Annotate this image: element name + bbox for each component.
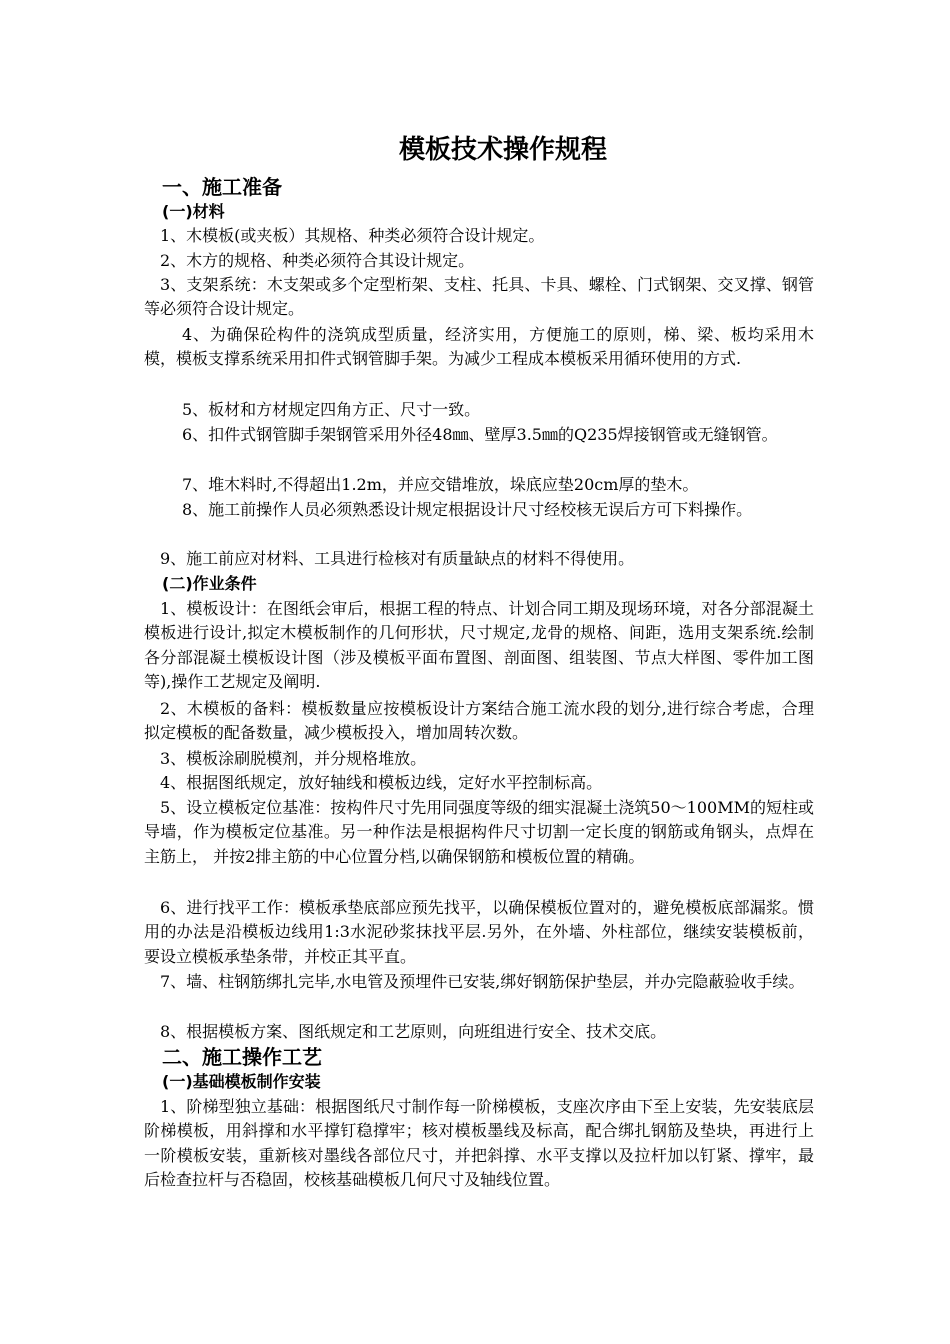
foundation-item-1: 1、阶梯型独立基础：根据图纸尺寸制作每一阶梯模板，支座次序由下至上安装，先安装底层阶梯模板，用斜撑和水平撑钉稳撑牢；核对模板墨线及标高，配合绑扎钢筋及垫块，再进行上一阶模板安装，重新核对墨线各部位尺寸，并把斜撑、水平支撑以及拉杆加以钉紧、撑牢，最后检查拉杆与否稳固，校核基础模板几何尺寸及轴线位置。	[144, 1097, 814, 1189]
material-item-3: 3、支架系统：木支架或多个定型桁架、支柱、托具、卡具、螺栓、门式钢架、交叉撑、钢管等必须符合设计规定。	[144, 275, 814, 319]
condition-item-7: 7、墙、柱钢筋绑扎完毕,水电管及预埋件已安装,绑好钢筋保护垫层，并办完隐蔽验收手续。	[160, 972, 805, 991]
subsection-heading-foundation-formwork: (一)基础模板制作安装	[162, 1072, 321, 1091]
condition-item-2: 2、木模板的备料：模板数量应按模板设计方案结合施工流水段的划分,进行综合考虑，合理拟定模板的配备数量，减少模板投入，增加周转次数。	[144, 699, 814, 743]
condition-item-6: 6、进行找平工作：模板承垫底部应预先找平，以确保模板位置对的，避免模板底部漏浆。惯用的办法是沿模板边线用1:3水泥砂浆抹找平层.另外，在外墙、外柱部位，继续安装模板前，要设立模板承垫条带，并校正其平直。	[144, 898, 814, 966]
subsection-heading-materials: (一)材料	[162, 202, 225, 221]
material-item-6: 6、扣件式钢管脚手架钢管采用外径48㎜、壁厚3.5㎜的Q235焊接钢管或无缝钢管。	[182, 425, 778, 444]
material-item-7: 7、堆木料时,不得超出1.2m，并应交错堆放，垛底应垫20cm厚的垫木。	[182, 475, 699, 494]
document-title: 模板技术操作规程	[398, 135, 607, 165]
subsection-heading-work-conditions: (二)作业条件	[162, 574, 257, 593]
material-item-4: 4、为确保砼构件的浇筑成型质量，经济实用，方便施工的原则，梯、梁、板均采用木模，模板支撑系统采用扣件式钢管脚手架。为减少工程成本模板采用循环使用的方式.	[144, 325, 814, 369]
material-item-9: 9、施工前应对材料、工具进行检核对有质量缺点的材料不得使用。	[160, 549, 635, 568]
material-item-8: 8、施工前操作人员必须熟悉设计规定根据设计尺寸经校核无误后方可下料操作。	[182, 500, 753, 519]
section-heading-preparation: 一、施工准备	[162, 175, 282, 199]
section-heading-process: 二、施工操作工艺	[162, 1045, 322, 1069]
condition-item-5: 5、设立模板定位基准：按构件尺寸先用同强度等级的细实混凝土浇筑50～100MM的短柱或导墙，作为模板定位基准。另一种作法是根据构件尺寸切割一定长度的钢筋或角钢头，点焊在主筋上， 并按2排主筋的中心位置分档,以确保钢筋和模板位置的精确。	[144, 798, 814, 866]
condition-item-4: 4、根据图纸规定，放好轴线和模板边线，定好水平控制标高。	[160, 773, 603, 792]
material-item-5: 5、板材和方材规定四角方正、尺寸一致。	[182, 400, 481, 419]
condition-item-8: 8、根据模板方案、图纸规定和工艺原则，向班组进行安全、技术交底。	[160, 1022, 667, 1041]
condition-item-1: 1、模板设计：在图纸会审后，根据工程的特点、计划合同工期及现场环境，对各分部混凝土模板进行设计,拟定木模板制作的几何形状，尺寸规定,龙骨的规格、间距，选用支架系统.绘制各分部混凝土模板设计图（涉及模板平面布置图、剖面图、组装图、节点大样图、零件加工图等),操作工艺规定及阐明.	[144, 599, 814, 691]
material-item-1: 1、木模板(或夹板）其规格、种类必须符合设计规定。	[160, 226, 545, 245]
condition-item-3: 3、模板涂刷脱模剂，并分规格堆放。	[160, 749, 427, 768]
material-item-2: 2、木方的规格、种类必须符合其设计规定。	[160, 251, 475, 270]
